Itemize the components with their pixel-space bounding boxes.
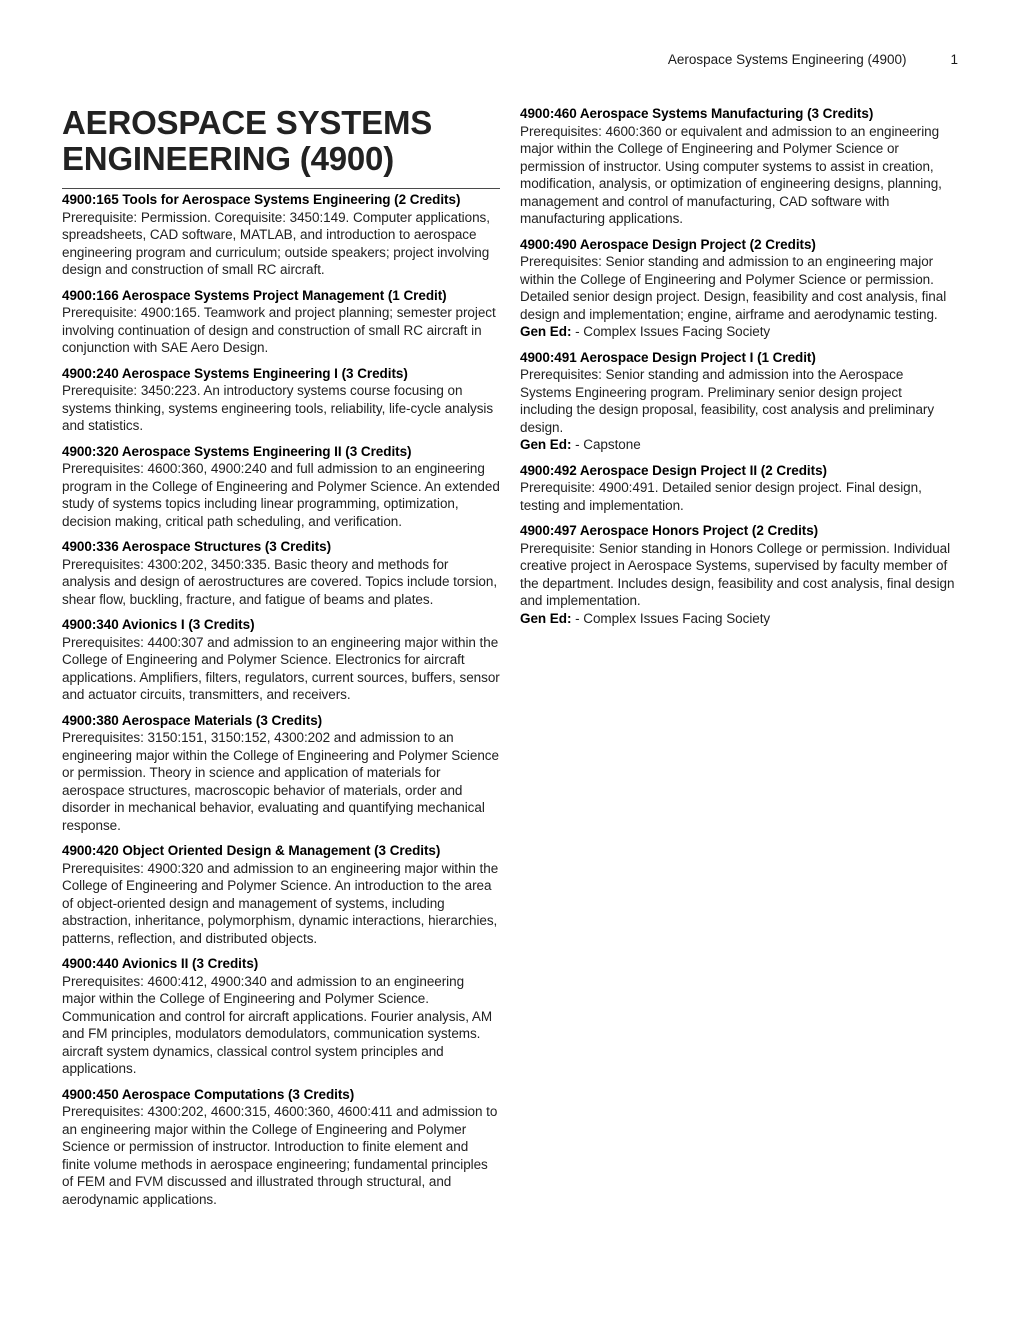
course-entry — [62, 1086, 500, 1209]
course-gen-ed: Gen Ed: - Complex Issues Facing Society — [520, 324, 771, 339]
course-description: Prerequisites: 4600:360, 4900:240 and full admission to an engineering program in the College of Engineering and Polymer Science. An extended study of systems topics including linear programming, optimization, decision making, critical path scheduling, and verification. — [62, 461, 500, 529]
course-entry — [62, 955, 500, 1078]
course-description: Prerequisite: Permission. Corequisite: 3450:149. Computer applications, spreadsheets, CAD software, MATLAB, and introduction to aerospace engineering program and curriculum; outside speakers; project involving design and construction of small RC aircraft. — [62, 209, 490, 278]
course-heading: 4900:420 Object Oriented Design & Management (3 Credits) — [62, 843, 441, 859]
course-entry — [62, 365, 500, 435]
course-heading: 4900:490 Aerospace Design Project (2 Credits) — [520, 236, 816, 252]
course-heading: 4900:166 Aerospace Systems Project Management (1 Credit) — [62, 287, 447, 303]
gen-ed-label: Gen Ed: — [520, 610, 576, 626]
course-heading: 4900:320 Aerospace Systems Engineering II (3 Credits) — [62, 443, 412, 459]
course-entry — [520, 236, 958, 341]
course-description: Prerequisites: 4300:202, 3450:335. Basic theory and methods for analysis and design of aerostructures are covered. Topics include torsion, shear flow, buckling, fracture, and fatigue of beams and plates. — [62, 556, 498, 607]
course-heading: 4900:491 Aerospace Design Project I (1 Credit) — [520, 349, 816, 365]
course-heading: 4900:380 Aerospace Materials (3 Credits) — [62, 712, 323, 728]
title-rule — [62, 188, 500, 189]
course-heading: 4900:336 Aerospace Structures (3 Credits) — [62, 539, 332, 555]
gen-ed-label: Gen Ed: — [520, 324, 576, 339]
running-header-title: Aerospace Systems Engineering (4900) — [667, 52, 907, 67]
course-description: Prerequisites: 4600:412, 4900:340 and admission to an engineering major within the College of Engineering and Polymer Science. Communication and control for aircraft applications. Fourier analysis, AM and FM principles, modulators demodulators, communication systems. aircraft system dynamics, classical control system principles and applications. — [62, 973, 493, 1077]
running-header — [62, 52, 958, 67]
course-gen-ed: Gen Ed: - Capstone — [520, 437, 641, 452]
course-entry — [62, 287, 500, 357]
course-heading: 4900:440 Avionics II (3 Credits) — [62, 956, 259, 972]
right-column — [520, 105, 958, 1208]
course-description: Prerequisites: 4600:360 or equivalent and admission to an engineering major within the College of Engineering and Polymer Science or permission of instructor. Using computer systems to assist in creation, modification, analysis, or optimization of engineering designs, planning, management and control of manufacturing, CAD software with manufacturing applications. — [520, 123, 942, 226]
course-list-right — [520, 105, 958, 627]
course-entry — [62, 712, 500, 835]
course-heading: 4900:340 Avionics I (3 Credits) — [62, 617, 255, 633]
course-entry — [520, 349, 958, 454]
course-entry — [62, 191, 500, 279]
course-heading: 4900:497 Aerospace Honors Project (2 Credits) — [520, 523, 819, 538]
page-title: AEROSPACE SYSTEMS ENGINEERING (4900) — [62, 104, 433, 177]
course-entry — [62, 842, 500, 947]
course-heading: 4900:492 Aerospace Design Project II (2 Credits) — [520, 462, 827, 478]
course-description: Prerequisite: 4900:491. Detailed senior design project. Final design, testing and implementation. — [520, 480, 922, 513]
course-heading: 4900:460 Aerospace Systems Manufacturing (3 Credits) — [520, 106, 874, 121]
course-description: Prerequisites: 4400:307 and admission to an engineering major within the College of Engineering and Polymer Science. Electronics for aircraft applications. Amplifiers, filters, regulators, current sources, buffers, sensor and actuator circuits, transmitters, and receivers. — [62, 634, 500, 703]
course-description: Prerequisites: 4900:320 and admission to an engineering major within the College of Engineering and Polymer Science. An introduction to the area of object-oriented design and management of systems, including abstraction, inheritance, polymorphism, dynamic interactions, hierarchies, patterns, reflection, and distributed objects. — [62, 860, 499, 946]
course-list-left — [62, 191, 500, 1208]
course-description: Prerequisites: 4300:202, 4600:315, 4600:360, 4600:411 and admission to an engineering major within the College of Engineering and Polymer Science or permission of instructor. Introduction to finite element and finite volume methods in aerospace engineering; fundamental principles of FEM and FVM discussed and illustrated through structural, and aerodynamic applications. — [62, 1104, 498, 1207]
course-description: Prerequisites: Senior standing and admission to an engineering major within the College of Engineering and Polymer Science or permission. Detailed senior design project. Design, feasibility and cost analysis, final design and implementation; engine, airframe and aerodynamic testing. — [520, 254, 947, 322]
course-description: Prerequisites: Senior standing and admission into the Aerospace Systems Engineering program. Preliminary senior design project including the design proposal, feasibility, cost analysis and preliminary design. — [520, 367, 935, 435]
course-heading: 4900:165 Tools for Aerospace Systems Engineering (2 Credits) — [62, 192, 461, 208]
course-description: Prerequisite: Senior standing in Honors College or permission. Individual creative project in Aerospace Systems, supervised by faculty member of the department. Includes design, feasibility and cost analysis, final design and implementation. — [520, 540, 955, 608]
course-entry — [520, 105, 958, 228]
course-description: Prerequisite: 3450:223. An introductory systems course focusing on systems thinking, systems engineering tools, reliability, life-cycle analysis and statistics. — [62, 383, 494, 434]
course-entry — [62, 616, 500, 704]
course-heading: 4900:450 Aerospace Computations (3 Credits) — [62, 1086, 355, 1102]
course-description: Prerequisites: 3150:151, 3150:152, 4300:202 and admission to an engineering major within the College of Engineering and Polymer Science or permission. Theory in science and application of materials for aerospace structures, macroscopic behavior of materials, order and disorder in mechanical behavior, evaluating and quantifying mechanical response. — [62, 730, 499, 833]
course-description: Prerequisite: 4900:165. Teamwork and project planning; semester project involving continuation of design and construction of small RC aircraft in conjunction with SAE Aero Design. — [62, 305, 496, 356]
course-gen-ed: Gen Ed: - Complex Issues Facing Society — [520, 610, 771, 626]
page-number: 1 — [950, 52, 958, 67]
page-content — [62, 105, 958, 1208]
course-entry — [62, 443, 500, 531]
course-entry — [520, 462, 958, 515]
left-column — [62, 105, 500, 1208]
course-entry — [62, 538, 500, 608]
course-heading: 4900:240 Aerospace Systems Engineering I (3 Credits) — [62, 365, 408, 381]
course-entry — [520, 522, 958, 627]
gen-ed-label: Gen Ed: — [520, 437, 576, 452]
